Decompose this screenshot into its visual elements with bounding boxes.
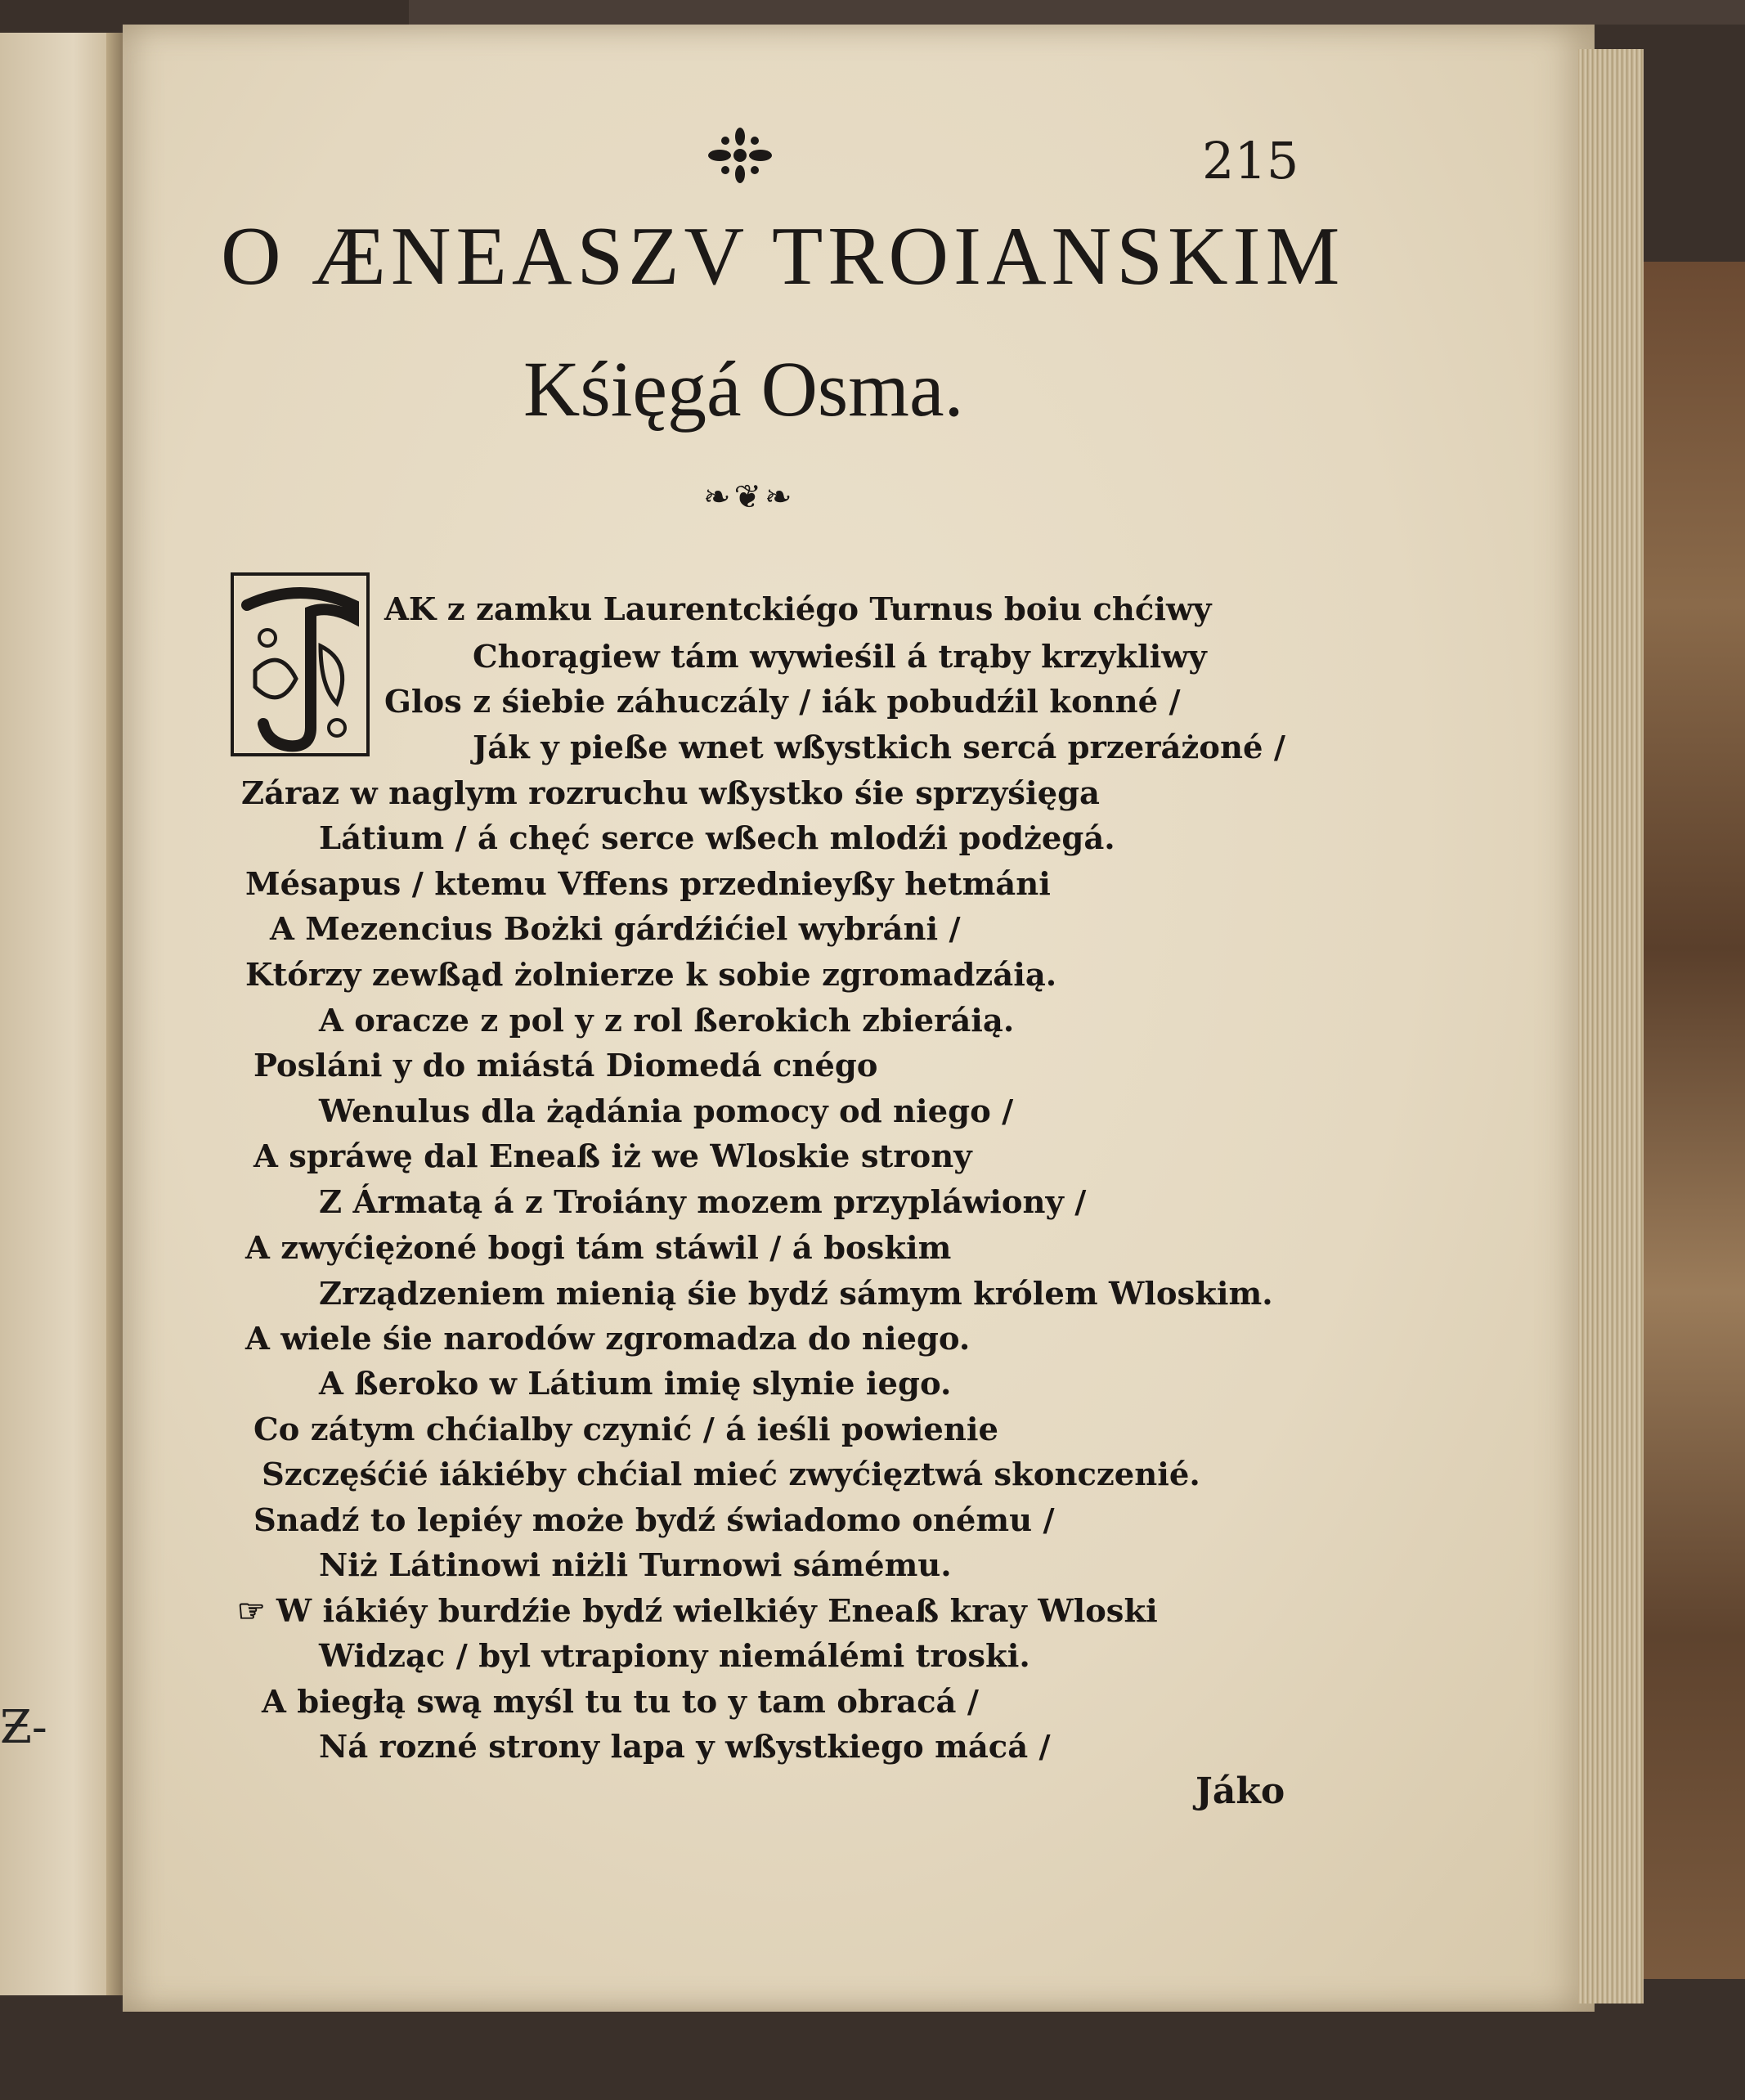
fleuron-ornament-icon	[703, 127, 777, 184]
page-edges	[1578, 49, 1644, 2004]
verse-line: A wiele śie narodów zgromadza do niego.	[245, 1321, 971, 1357]
verse-line: Niż Látinowi niżli Turnowi sámému.	[319, 1547, 952, 1584]
verse-line: A oracze z pol y z rol ßerokich zbieráią.	[319, 1003, 1015, 1039]
page-number: 215	[1202, 131, 1299, 191]
verse-line: Posláni y do miástá Diomedá cnégo	[253, 1048, 878, 1084]
book-subtitle: Kśięgá Osma.	[523, 345, 964, 433]
decorated-initial-t-icon	[231, 572, 370, 756]
verse-line: Którzy zewßąd żolnierze k sobie zgromadzáią.	[245, 957, 1057, 994]
verse-line: AK z zamku Laurentckiégo Turnus boiu chćiwy	[384, 591, 1212, 628]
catchword: Jáko	[1195, 1770, 1285, 1812]
verse-line: Z Ármatą á z Troiány mozem przypláwiony /	[319, 1184, 1087, 1221]
verse-line: Widząc / byl vtrapiony niemálémi troski.	[319, 1638, 1030, 1675]
page-title: O ÆNEASZV TROIANSKIM	[221, 210, 1345, 303]
divider-ornament: ❧❦❧	[703, 478, 796, 516]
verse-line: A zwyćiężoné bogi tám stáwil / á boskim	[245, 1230, 952, 1267]
background-strip	[409, 0, 1745, 25]
verse-line: Glos z śiebie záhuczály / iák pobudźil konné /	[384, 684, 1181, 720]
verse-line: Chorągiew tám wywieśil á trąby krzykliwy	[473, 639, 1207, 675]
marbled-cover	[1644, 262, 1745, 1979]
verse-line: A ßeroko w Látium imię slynie iego.	[319, 1366, 952, 1402]
verse-line: Ná rozné strony lapa y wßystkiego mácá /	[319, 1729, 1051, 1766]
verse-line: Szczęśćié iákiéby chćial mieć zwyćięztwá skonczenié.	[262, 1456, 1200, 1493]
verse-line: Mésapus / ktemu Vffens przednieyßy hetmáni	[245, 866, 1051, 903]
verse-line: Wenulus dla żądánia pomocy od niego /	[319, 1093, 1014, 1130]
verse-line: Co zátym chćialby czynić / á ieśli powienie	[253, 1411, 998, 1448]
verse-line: ☞ W iákiéy burdźie bydź wielkiéy Eneaß kray Wloski	[237, 1593, 1158, 1630]
verse-line: Ják y pieße wnet wßystkich sercá przeráżoné /	[473, 729, 1285, 766]
verse-line: Záraz w naglym rozruchu wßystko śie sprzyśięga	[241, 775, 1100, 812]
verse-line: A spráwę dal Eneaß iż we Wloskie strony	[253, 1138, 972, 1175]
verse-line: Zrządzeniem mienią śie bydź sámym królem Wloskim.	[319, 1276, 1273, 1312]
verse-line: A biegłą swą myśl tu tu to y tam obracá /	[262, 1684, 979, 1721]
verse-line: A Mezencius Bożki gárdźićiel wybráni /	[270, 911, 961, 948]
left-margin-mark: Ƶ-	[0, 1701, 47, 1754]
verse-line: Snadź to lepiéy może bydź świadomo onému /	[253, 1502, 1055, 1539]
verse-line: Látium / á chęć serce wßech mlodźi podżegá.	[319, 820, 1115, 857]
